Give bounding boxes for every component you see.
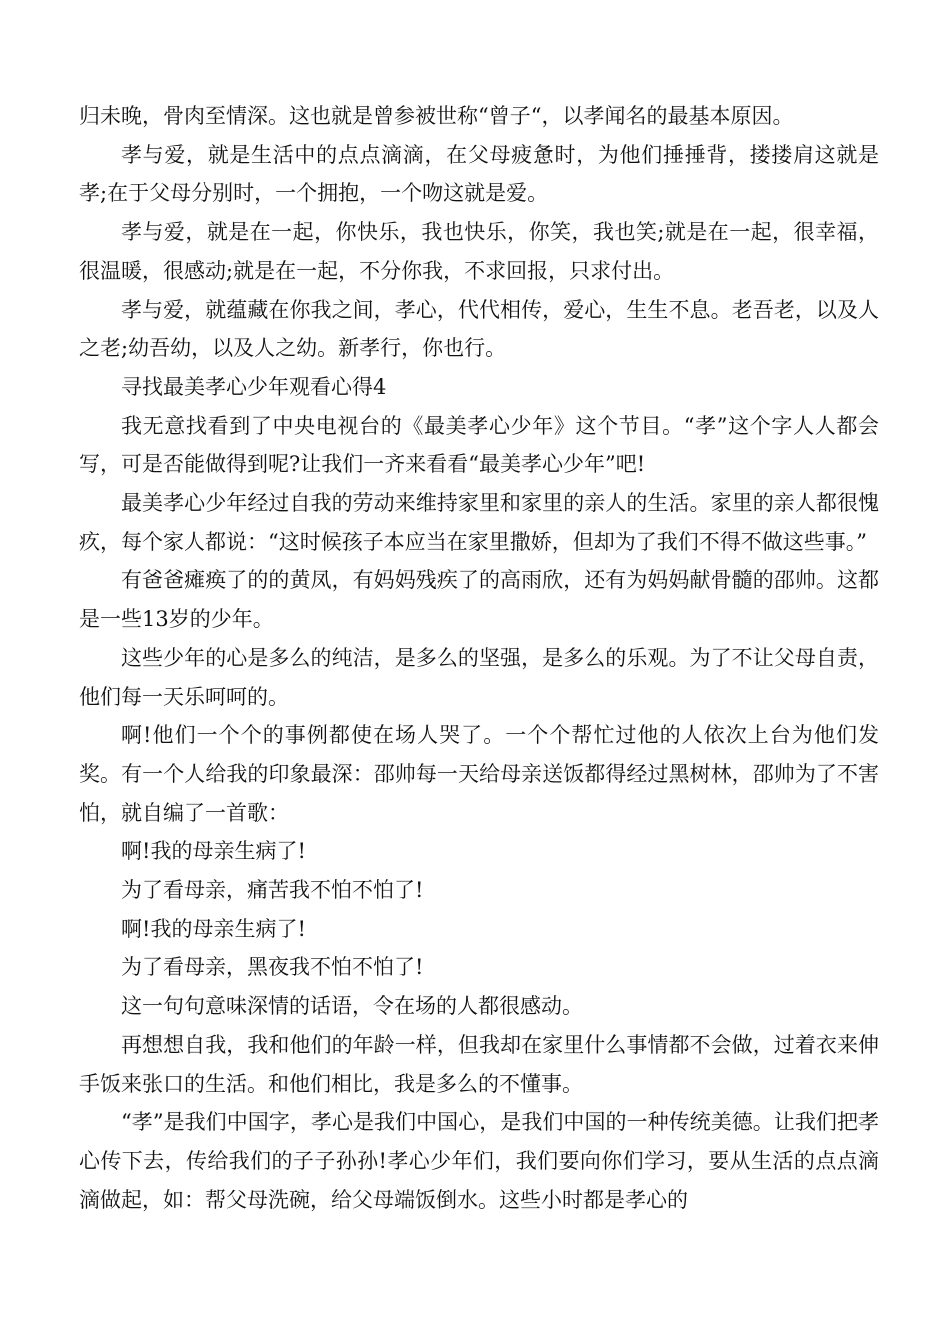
paragraph: 啊!他们一个个的事例都使在场人哭了。一个个帮忙过他的人依次上台为他们发奖。有一个人给我的印象最深：邵帅每一天给母亲送饭都得经过黑树林，邵帅为了不害怕，就自编了一首歌： xyxy=(79,723,879,825)
document-body xyxy=(79,97,879,1219)
section-heading: 寻找最美孝心少年观看心得4 xyxy=(121,374,387,399)
paragraph: 这一句句意味深情的话语，令在场的人都很感动。 xyxy=(121,994,583,1019)
paragraph: 最美孝心少年经过自我的劳动来维持家里和家里的亲人的生活。家里的亲人都很愧疚，每个家人都说：“这时候孩子本应当在家里撒娇，但却为了我们不得不做这些事。” xyxy=(79,491,879,554)
paragraph: 孝与爱，就蕴藏在你我之间，孝心，代代相传，爱心，生生不息。老吾老，以及人之老;幼吾幼，以及人之幼。新孝行，你也行。 xyxy=(79,297,879,361)
paragraph: 孝与爱，就是在一起，你快乐，我也快乐，你笑，我也笑;就是在一起，很幸福，很温暖，很感动;就是在一起，不分你我，不求回报，只求付出。 xyxy=(79,220,879,283)
song-line: 啊!我的母亲生病了! xyxy=(121,839,306,864)
song-line: 为了看母亲，痛苦我不怕不怕了! xyxy=(121,878,424,903)
paragraph: 再想想自我，我和他们的年龄一样，但我却在家里什么事情都不会做，过着衣来伸手饭来张口的生活。和他们相比，我是多么的不懂事。 xyxy=(79,1032,879,1096)
paragraph: “孝”是我们中国字，孝心是我们中国心，是我们中国的一种传统美德。让我们把孝心传下去，传给我们的子子孙孙!孝心少年们，我们要向你们学习，要从生活的点点滴滴做起，如：帮父母洗碗，给父母端饭倒水。这些小时都是孝心的 xyxy=(79,1110,879,1212)
song-line: 为了看母亲，黑夜我不怕不怕了! xyxy=(121,955,424,980)
paragraph-continuation: 归未晚，骨肉至情深。这也就是曾参被世称“曾子“，以孝闻名的最基本原因。 xyxy=(79,104,794,128)
paragraph: 我无意找看到了中央电视台的《最美孝心少年》这个节目。“孝”这个字人人都会写，可是否能做得到呢?让我们一齐来看看“最美孝心少年”吧! xyxy=(79,413,879,477)
paragraph: 有爸爸瘫痪了的的黄凤，有妈妈残疾了的高雨欣，还有为妈妈献骨髓的邵帅。这都是一些13岁的少年。 xyxy=(79,568,879,632)
song-line: 啊!我的母亲生病了! xyxy=(121,916,306,941)
paragraph: 这些少年的心是多么的纯洁，是多么的坚强，是多么的乐观。为了不让父母自责，他们每一天乐呵呵的。 xyxy=(79,645,879,709)
paragraph: 孝与爱，就是生活中的点点滴滴，在父母疲惫时，为他们捶捶背，搂搂肩这就是孝;在于父母分别时，一个拥抱，一个吻这就是爱。 xyxy=(79,142,879,206)
